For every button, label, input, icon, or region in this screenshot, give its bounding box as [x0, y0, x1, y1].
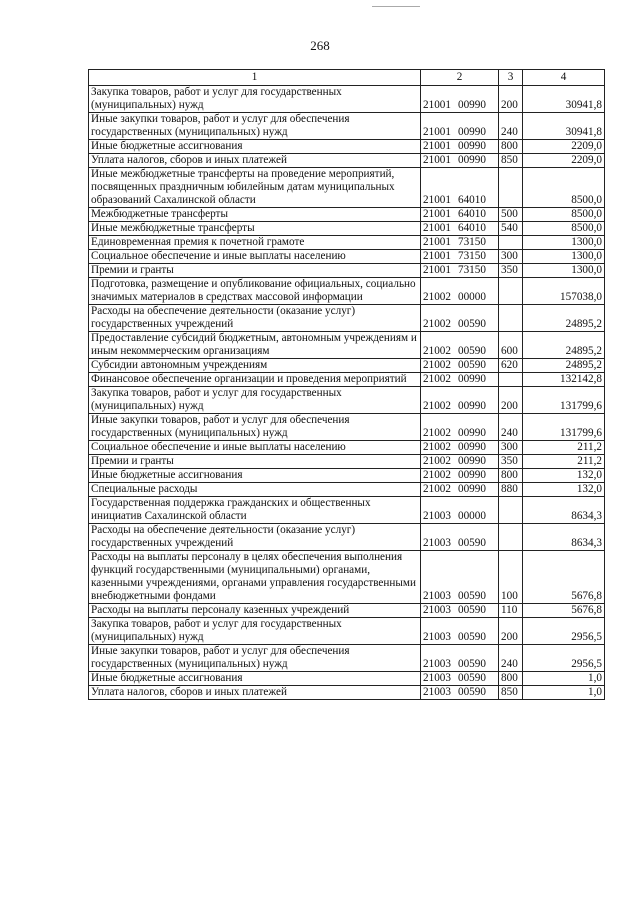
table-row [89, 86, 605, 113]
row-code-section: 21001 [423, 264, 451, 276]
row-name: Иные закупки товаров, работ и услуг для обеспечения государственных (муниципальных) нужд [89, 414, 421, 441]
row-amount: 8500,0 [523, 208, 605, 222]
row-code [421, 455, 499, 469]
table-row [89, 250, 605, 264]
row-code-item: 73150 [457, 250, 486, 262]
row-code [421, 618, 499, 645]
row-amount: 30941,8 [523, 113, 605, 140]
table-row [89, 686, 605, 700]
row-type: 850 [499, 686, 523, 700]
row-code-section: 21003 [423, 510, 451, 522]
row-name: Иные бюджетные ассигнования [89, 672, 421, 686]
row-code [421, 672, 499, 686]
row-code-item: 64010 [457, 208, 486, 220]
table-row [89, 236, 605, 250]
row-type: 100 [499, 551, 523, 604]
row-code-item: 00990 [457, 99, 486, 111]
row-name: Предоставление субсидий бюджетным, автономным учреждениям и иным некоммерческим организациям [89, 332, 421, 359]
row-type: 350 [499, 264, 523, 278]
row-code-section: 21001 [423, 236, 451, 248]
table-row [89, 618, 605, 645]
table-row [89, 154, 605, 168]
row-name: Расходы на обеспечение деятельности (оказание услуг) государственных учреждений [89, 524, 421, 551]
row-type: 540 [499, 222, 523, 236]
row-code-item: 00990 [457, 400, 486, 412]
row-code-section: 21003 [423, 604, 451, 616]
row-code-section: 21002 [423, 318, 451, 330]
row-code-section: 21001 [423, 126, 451, 138]
row-code [421, 414, 499, 441]
row-type: 620 [499, 359, 523, 373]
row-amount: 132,0 [523, 483, 605, 497]
row-amount: 132142,8 [523, 373, 605, 387]
row-name: Премии и гранты [89, 455, 421, 469]
table-row [89, 483, 605, 497]
row-code-item: 00990 [457, 441, 486, 453]
row-type: 240 [499, 113, 523, 140]
row-code-section: 21001 [423, 154, 451, 166]
row-amount: 132,0 [523, 469, 605, 483]
row-type: 880 [499, 483, 523, 497]
row-code [421, 113, 499, 140]
row-amount: 2956,5 [523, 618, 605, 645]
row-code-item: 00590 [457, 590, 486, 602]
row-code [421, 332, 499, 359]
row-type: 200 [499, 387, 523, 414]
header-col-3: 3 [499, 70, 523, 86]
row-code-section: 21002 [423, 373, 451, 385]
table-row [89, 387, 605, 414]
row-code-section: 21001 [423, 250, 451, 262]
row-amount: 1300,0 [523, 236, 605, 250]
table-row [89, 645, 605, 672]
row-name: Уплата налогов, сборов и иных платежей [89, 686, 421, 700]
row-name: Иные бюджетные ассигнования [89, 469, 421, 483]
row-code-item: 00000 [457, 510, 486, 522]
row-type: 300 [499, 250, 523, 264]
row-code [421, 604, 499, 618]
table-header-row [89, 70, 605, 86]
row-type [499, 278, 523, 305]
row-code [421, 551, 499, 604]
row-code [421, 208, 499, 222]
row-code-section: 21002 [423, 469, 451, 481]
row-name: Иные закупки товаров, работ и услуг для обеспечения государственных (муниципальных) нужд [89, 113, 421, 140]
table-row [89, 140, 605, 154]
row-name: Закупка товаров, работ и услуг для государственных (муниципальных) нужд [89, 618, 421, 645]
row-type: 240 [499, 414, 523, 441]
table-row [89, 305, 605, 332]
row-code [421, 168, 499, 208]
row-code-section: 21003 [423, 658, 451, 670]
row-type: 110 [499, 604, 523, 618]
header-col-1: 1 [89, 70, 421, 86]
row-code-item: 00590 [457, 672, 486, 684]
table-row [89, 373, 605, 387]
row-type: 850 [499, 154, 523, 168]
row-amount: 24895,2 [523, 305, 605, 332]
row-type: 500 [499, 208, 523, 222]
row-type: 240 [499, 645, 523, 672]
row-amount: 2209,0 [523, 140, 605, 154]
table-row [89, 264, 605, 278]
row-code-section: 21003 [423, 672, 451, 684]
row-name: Социальное обеспечение и иные выплаты населению [89, 441, 421, 455]
row-amount: 5676,8 [523, 551, 605, 604]
row-code-item: 00590 [457, 537, 486, 549]
row-code [421, 373, 499, 387]
row-code [421, 645, 499, 672]
row-amount: 8500,0 [523, 168, 605, 208]
table-row [89, 441, 605, 455]
row-name: Межбюджетные трансферты [89, 208, 421, 222]
row-amount: 1300,0 [523, 264, 605, 278]
row-name: Единовременная премия к почетной грамоте [89, 236, 421, 250]
row-type: 800 [499, 469, 523, 483]
table-row [89, 672, 605, 686]
row-code-section: 21002 [423, 455, 451, 467]
row-name: Государственная поддержка гражданских и общественных инициатив Сахалинской области [89, 497, 421, 524]
table-row [89, 359, 605, 373]
row-code [421, 686, 499, 700]
row-code-item: 00590 [457, 359, 486, 371]
table-row [89, 604, 605, 618]
row-code [421, 140, 499, 154]
row-type [499, 497, 523, 524]
row-amount: 1,0 [523, 672, 605, 686]
row-name: Финансовое обеспечение организации и проведения мероприятий [89, 373, 421, 387]
table-row [89, 278, 605, 305]
table-body [89, 86, 605, 700]
table-row [89, 168, 605, 208]
row-name: Уплата налогов, сборов и иных платежей [89, 154, 421, 168]
row-code-item: 00990 [457, 126, 486, 138]
row-code [421, 469, 499, 483]
header-col-4: 4 [523, 70, 605, 86]
row-name: Закупка товаров, работ и услуг для государственных (муниципальных) нужд [89, 387, 421, 414]
table-row [89, 332, 605, 359]
row-code [421, 524, 499, 551]
row-name: Субсидии автономным учреждениям [89, 359, 421, 373]
row-code-section: 21001 [423, 208, 451, 220]
row-code-item: 64010 [457, 222, 486, 234]
row-code-item: 00590 [457, 345, 486, 357]
row-name: Специальные расходы [89, 483, 421, 497]
row-name: Расходы на обеспечение деятельности (оказание услуг) государственных учреждений [89, 305, 421, 332]
row-type [499, 373, 523, 387]
row-code-item: 00590 [457, 686, 486, 698]
row-amount: 2956,5 [523, 645, 605, 672]
row-type [499, 524, 523, 551]
row-type [499, 305, 523, 332]
row-code-item: 73150 [457, 236, 486, 248]
row-code-item: 00590 [457, 604, 486, 616]
table-row [89, 414, 605, 441]
row-code [421, 387, 499, 414]
row-type: 350 [499, 455, 523, 469]
row-code-section: 21001 [423, 99, 451, 111]
row-code [421, 497, 499, 524]
row-code [421, 250, 499, 264]
row-code [421, 483, 499, 497]
row-code-item: 00990 [457, 427, 486, 439]
table-row [89, 469, 605, 483]
row-name: Социальное обеспечение и иные выплаты населению [89, 250, 421, 264]
table-row [89, 222, 605, 236]
row-name: Расходы на выплаты персоналу казенных учреждений [89, 604, 421, 618]
header-col-2: 2 [421, 70, 499, 86]
row-name: Расходы на выплаты персоналу в целях обеспечения выполнения функций государственными (муниципальными) органами, казенными учреждениями, органами управления государственными внебюджетными фондами [89, 551, 421, 604]
row-code-section: 21001 [423, 194, 451, 206]
row-code-item: 00990 [457, 140, 486, 152]
row-amount: 211,2 [523, 441, 605, 455]
row-code-section: 21001 [423, 222, 451, 234]
row-type: 200 [499, 618, 523, 645]
row-code-item: 00990 [457, 483, 486, 495]
row-amount: 157038,0 [523, 278, 605, 305]
row-amount: 30941,8 [523, 86, 605, 113]
table-row [89, 455, 605, 469]
row-amount: 24895,2 [523, 332, 605, 359]
row-type [499, 168, 523, 208]
row-name: Закупка товаров, работ и услуг для государственных (муниципальных) нужд [89, 86, 421, 113]
row-amount: 24895,2 [523, 359, 605, 373]
row-name: Иные межбюджетные трансферты на проведение мероприятий, посвященных праздничным юбилейным датам муниципальных образований Сахалинской области [89, 168, 421, 208]
row-code [421, 264, 499, 278]
row-code-item: 00590 [457, 318, 486, 330]
table-row [89, 524, 605, 551]
row-amount: 1300,0 [523, 250, 605, 264]
row-type [499, 236, 523, 250]
row-code-section: 21002 [423, 291, 451, 303]
row-code-item: 00590 [457, 631, 486, 643]
row-code-item: 00990 [457, 154, 486, 166]
row-code [421, 154, 499, 168]
row-name: Иные межбюджетные трансферты [89, 222, 421, 236]
row-amount: 8500,0 [523, 222, 605, 236]
row-code-item: 64010 [457, 194, 486, 206]
row-code-section: 21002 [423, 400, 451, 412]
row-name: Иные бюджетные ассигнования [89, 140, 421, 154]
row-code-item: 00990 [457, 373, 486, 385]
budget-table [88, 69, 605, 700]
row-amount: 8634,3 [523, 524, 605, 551]
row-code-item: 00000 [457, 291, 486, 303]
table-row [89, 497, 605, 524]
table-row [89, 113, 605, 140]
page-number: 268 [310, 38, 330, 53]
row-code-item: 00990 [457, 455, 486, 467]
row-code-section: 21002 [423, 345, 451, 357]
row-name: Подготовка, размещение и опубликование официальных, социально значимых материалов в средствах массовой информации [89, 278, 421, 305]
row-code [421, 359, 499, 373]
row-code-item: 73150 [457, 264, 486, 276]
row-type: 800 [499, 672, 523, 686]
row-code-section: 21002 [423, 427, 451, 439]
row-code-section: 21002 [423, 359, 451, 371]
row-code [421, 278, 499, 305]
row-code-section: 21002 [423, 483, 451, 495]
row-amount: 131799,6 [523, 387, 605, 414]
row-type: 600 [499, 332, 523, 359]
row-code [421, 441, 499, 455]
row-code-section: 21003 [423, 686, 451, 698]
row-amount: 2209,0 [523, 154, 605, 168]
row-code-section: 21002 [423, 441, 451, 453]
row-code-item: 00590 [457, 658, 486, 670]
table-row [89, 208, 605, 222]
scan-mark [372, 6, 420, 7]
row-type: 800 [499, 140, 523, 154]
row-amount: 131799,6 [523, 414, 605, 441]
row-code [421, 86, 499, 113]
row-code [421, 222, 499, 236]
row-name: Иные закупки товаров, работ и услуг для обеспечения государственных (муниципальных) нужд [89, 645, 421, 672]
row-amount: 1,0 [523, 686, 605, 700]
row-type: 300 [499, 441, 523, 455]
row-amount: 211,2 [523, 455, 605, 469]
row-code-section: 21001 [423, 140, 451, 152]
row-code-section: 21003 [423, 631, 451, 643]
row-code [421, 305, 499, 332]
table-row [89, 551, 605, 604]
row-code-section: 21003 [423, 537, 451, 549]
row-code [421, 236, 499, 250]
row-code-section: 21003 [423, 590, 451, 602]
row-code-item: 00990 [457, 469, 486, 481]
row-name: Премии и гранты [89, 264, 421, 278]
row-amount: 5676,8 [523, 604, 605, 618]
row-amount: 8634,3 [523, 497, 605, 524]
row-type: 200 [499, 86, 523, 113]
